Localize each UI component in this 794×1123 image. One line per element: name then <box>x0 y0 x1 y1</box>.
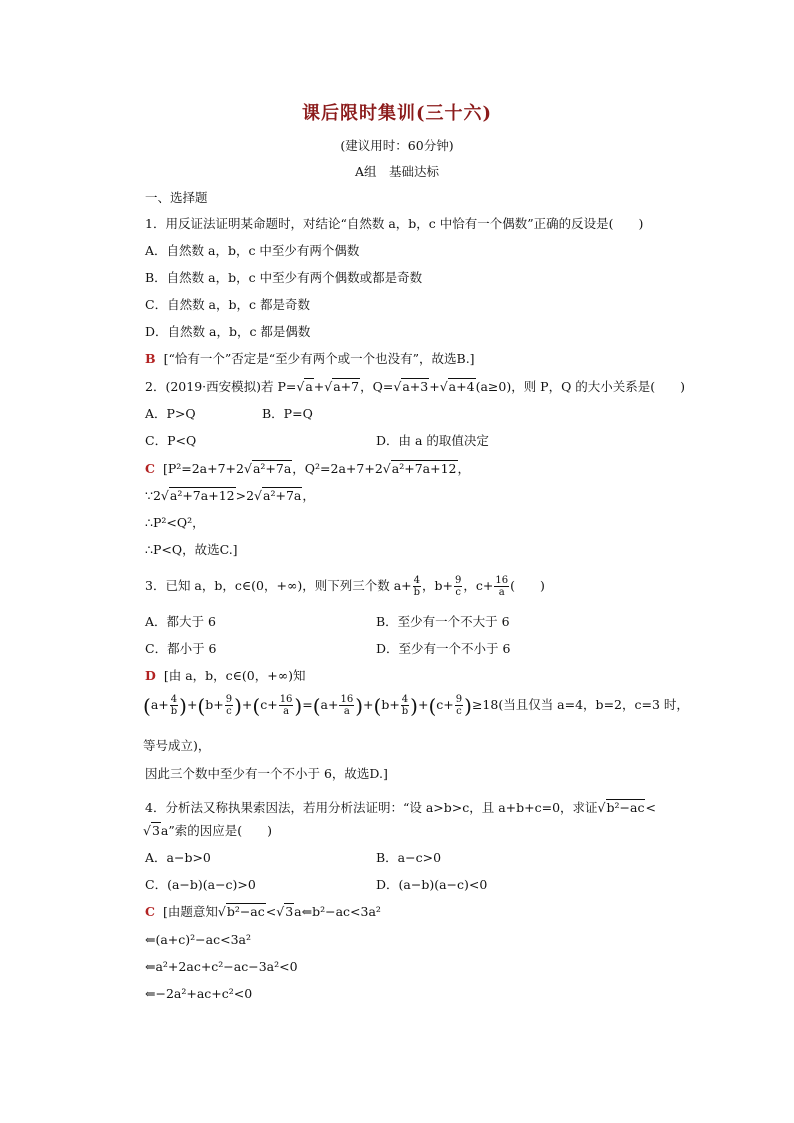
radicand: a <box>305 379 313 394</box>
q3-stem <box>145 575 545 598</box>
denominator: b <box>401 706 409 717</box>
q3-option-a: A．都大于 6 <box>145 614 216 629</box>
text: a”索的因应是( ) <box>160 823 273 838</box>
numerator: 16 <box>495 575 509 586</box>
q3-solution-line4: 因此三个数中至少有一个不小于 6，故选D.] <box>145 766 388 781</box>
text: ， <box>302 488 315 503</box>
numerator: 4 <box>401 694 409 705</box>
text: ， <box>457 461 471 476</box>
radicand: b²−ac <box>226 904 265 919</box>
radicand: a²+7a+12 <box>169 488 235 503</box>
q2-option-c: C．P<Q <box>145 433 197 448</box>
text: b+ <box>381 697 400 712</box>
radicand: a+3 <box>402 379 429 394</box>
text: [P²=2a+7+2 <box>162 461 244 476</box>
text: ∵2 <box>145 488 161 503</box>
fraction <box>401 694 409 717</box>
q1-option-c: C．自然数 a，b，c 都是奇数 <box>145 297 310 312</box>
radicand: a²+7a <box>252 461 292 476</box>
numerator: 16 <box>340 694 354 705</box>
fraction <box>413 575 421 598</box>
q3-solution-line3: 等号成立)， <box>143 738 211 753</box>
text: < <box>265 904 277 919</box>
denominator: c <box>455 587 461 598</box>
denominator: c <box>226 706 232 717</box>
text: ，b+ <box>422 578 453 593</box>
group-label: A组 基础达标 <box>354 164 440 179</box>
radicand: 3 <box>285 904 294 919</box>
text: ，Q²=2a+7+2 <box>292 461 383 476</box>
plus: + <box>313 379 325 394</box>
text: c+ <box>260 697 278 712</box>
q2-solution-line3: ∴P²<Q²， <box>145 515 205 530</box>
text: [由题意知 <box>162 904 218 919</box>
time-note: (建议用时：60分钟) <box>340 138 454 153</box>
radicand: a+4 <box>448 379 475 394</box>
q4-option-d: D．(a−b)(a−c)<0 <box>376 877 488 892</box>
section-heading: 一、选择题 <box>145 190 208 205</box>
numerator: 9 <box>455 575 462 586</box>
fraction <box>454 575 462 598</box>
q3-solution-line1 <box>145 668 306 684</box>
q2-stem: 2．(2019·西安模拟)若 P=√a+√a+7，Q=√a+3+√a+4(a≥0)，则 P，Q 的大小关系是( ) <box>145 379 686 394</box>
numerator: 16 <box>279 694 293 705</box>
q3-option-b: B．至少有一个不大于 6 <box>376 614 510 629</box>
text: a+ <box>150 697 169 712</box>
q3-option-c: C．都小于 6 <box>145 641 217 656</box>
answer-letter: C <box>145 904 155 919</box>
radicand: a²+7a <box>263 488 302 503</box>
q4-solution-line2: ⇐(a+c)²−ac<3a² <box>145 932 251 947</box>
q2-option-b: B．P=Q <box>262 406 313 421</box>
text: 4．分析法又称执果索因法，若用分析法证明：“设 a>b>c，且 a+b+c=0，求证 <box>145 800 598 815</box>
text: < <box>645 800 656 815</box>
fraction <box>494 575 509 598</box>
numerator: 9 <box>455 694 463 705</box>
text: ( ) <box>510 578 545 593</box>
text: = <box>302 697 313 712</box>
q1-option-b: B．自然数 a，b，c 中至少有两个偶数或都是奇数 <box>145 270 423 285</box>
text: c+ <box>436 697 454 712</box>
text: >2 <box>235 488 255 503</box>
q2-condition: (a≥0)，则 P，Q 的大小关系是( ) <box>475 379 686 394</box>
q4-solution-line4: ⇐−2a²+ac+c²<0 <box>145 986 253 1001</box>
radicand: 3 <box>151 823 160 838</box>
radicand: a²+7a+12 <box>391 461 457 476</box>
q2-solution-line2: ∵2√a²+7a+12>2√a²+7a， <box>145 488 315 503</box>
numerator: 4 <box>413 575 421 586</box>
text: [由 a，b，c∈(0，+∞)知 <box>163 668 306 683</box>
q4-solution-line3: ⇐a²+2ac+c²−ac−3a²<0 <box>145 959 298 974</box>
fraction <box>225 694 233 717</box>
q3-solution-line2: (a+ $\frac{4}{b}$ )+(b+ $\frac{9}{c}$ )+(c+ $\frac{16}{a}$ )=(a+ $\frac{16}{a}$ )+(b+ $\frac{4}{b}$ )+(c+ $\frac{9}{c}$ )≥18(当且仅当 a=4，b=2，c=3 时， <box>143 693 689 718</box>
page-title: 课后限时集训(三十六) <box>301 103 493 124</box>
q-label: ，Q= <box>360 379 394 394</box>
answer-letter: D <box>145 668 156 683</box>
q2-option-d: D．由 a 的取值决定 <box>376 433 489 448</box>
denominator: b <box>170 706 178 717</box>
q2-option-a: A．P>Q <box>145 406 196 421</box>
fraction <box>279 694 294 717</box>
text: ，c+ <box>463 578 494 593</box>
text: b+ <box>205 697 224 712</box>
text: 3．已知 a，b，c∈(0，+∞)，则下列三个数 a+ <box>145 578 412 593</box>
answer-explanation: [“恰有一个”否定是“至少有两个或一个也没有”，故选B.] <box>163 351 475 366</box>
q4-option-c: C．(a−b)(a−c)>0 <box>145 877 256 892</box>
q4-solution-line1: C [由题意知√b²−ac<√3a⇐b²−ac<3a² <box>145 904 381 919</box>
numerator: 9 <box>225 694 233 705</box>
plus: + <box>429 379 440 394</box>
text: a⇐b²−ac<3a² <box>294 904 381 919</box>
radicand: a+7 <box>333 379 360 394</box>
denominator: a <box>498 587 505 598</box>
radicand: b²−ac <box>606 800 645 815</box>
q1-option-a: A．自然数 a，b，c 中至少有两个偶数 <box>145 243 360 258</box>
q4-option-b: B．a−c>0 <box>376 850 442 865</box>
numerator: 4 <box>170 694 178 705</box>
q2-solution-line4: ∴P<Q，故选C.] <box>145 542 238 557</box>
answer-letter: C <box>145 461 155 476</box>
q4-stem-line1: 4．分析法又称执果索因法，若用分析法证明：“设 a>b>c，且 a+b+c=0，求证√b²−ac< <box>145 800 656 815</box>
text: a+ <box>320 697 339 712</box>
fraction <box>339 694 354 717</box>
answer-letter: B <box>145 351 156 366</box>
q1-stem: 1．用反证法证明某命题时，对结论“自然数 a，b，c 中恰有一个偶数”正确的反设是( ) <box>145 216 644 231</box>
q3-option-d: D．至少有一个不小于 6 <box>376 641 511 656</box>
q2-solution-line1: C [P²=2a+7+2√a²+7a，Q²=2a+7+2√a²+7a+12， <box>145 461 471 476</box>
denominator: b <box>413 587 421 598</box>
q4-stem-line2: √3a”索的因应是( ) <box>143 823 273 838</box>
denominator: a <box>343 706 350 717</box>
fraction <box>455 694 463 717</box>
q1-option-d: D．自然数 a，b，c 都是偶数 <box>145 324 311 339</box>
text: ≥18(当且仅当 a=4，b=2，c=3 时， <box>471 697 689 712</box>
q4-option-a: A．a−b>0 <box>145 850 211 865</box>
q1-answer <box>145 351 475 367</box>
q2-prefix: 2．(2019·西安模拟)若 P= <box>145 379 297 394</box>
denominator: c <box>456 706 462 717</box>
denominator: a <box>283 706 290 717</box>
fraction <box>170 694 178 717</box>
